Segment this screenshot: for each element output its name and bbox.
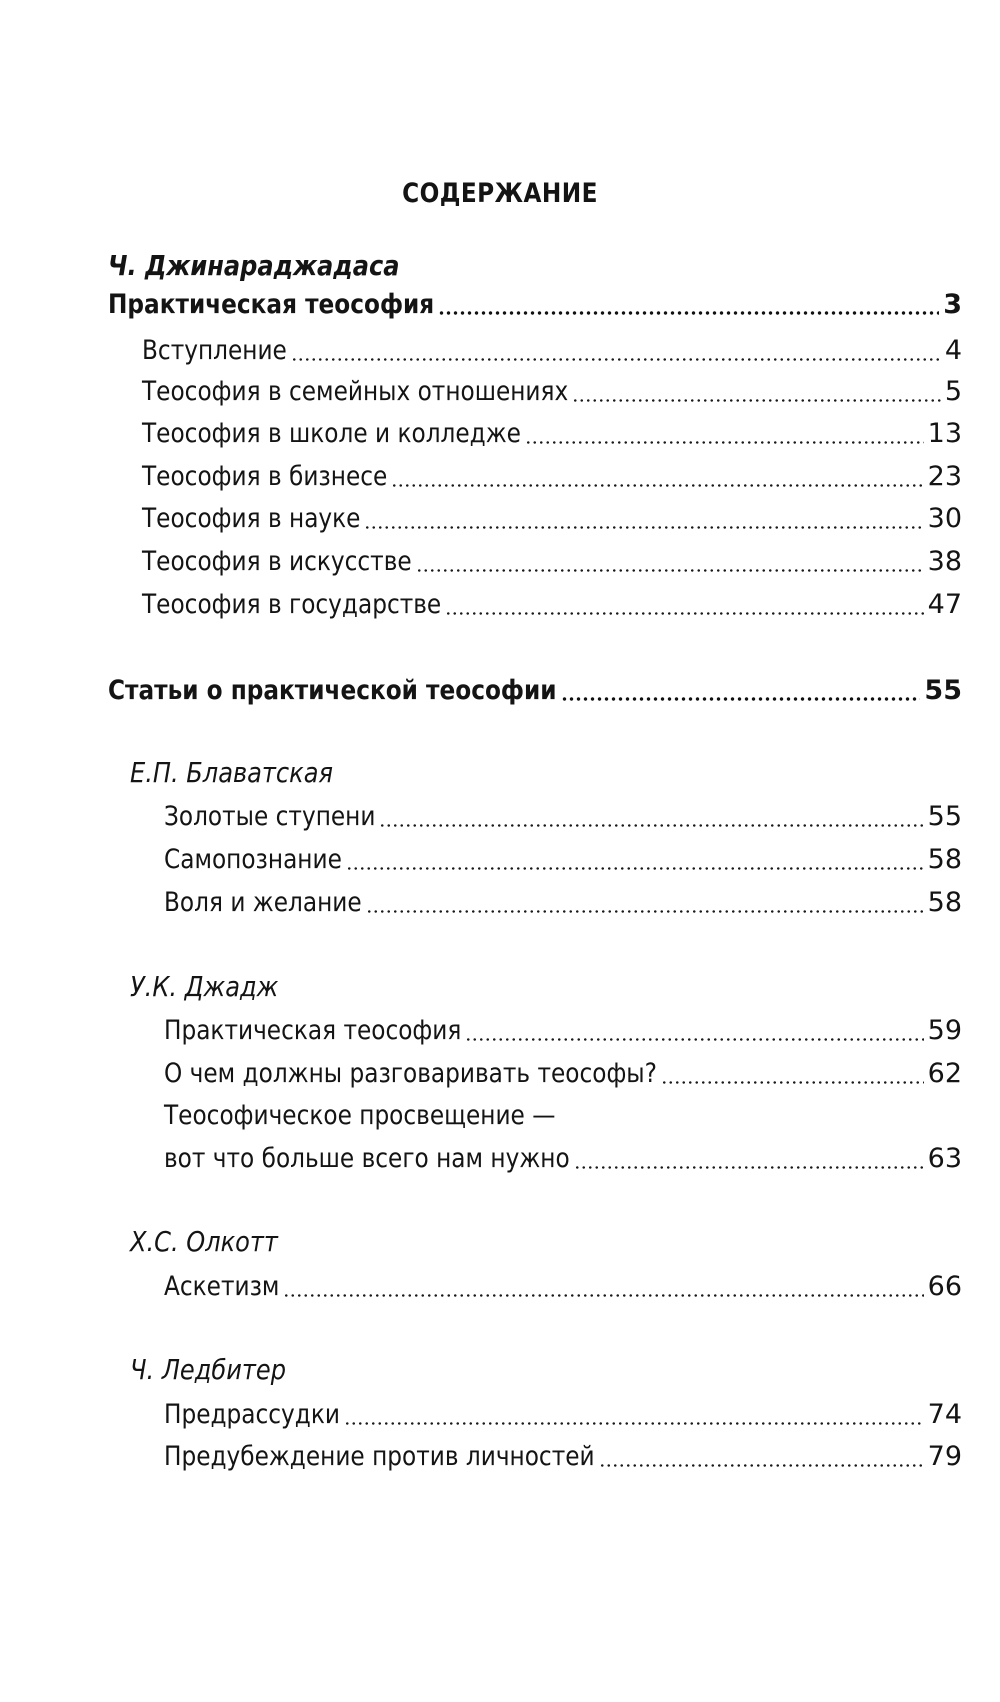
- author-blavatsky: Е.П. Блаватская: [130, 756, 333, 789]
- author-olcott: Х.С. Олкотт: [130, 1225, 278, 1258]
- toc-item: [142, 373, 962, 411]
- toc-item: [164, 1438, 962, 1476]
- dot-leader: [525, 441, 924, 444]
- toc-heading-articles: [108, 672, 962, 710]
- toc-item-label: Теософия в науке: [142, 503, 361, 534]
- dot-leader: [346, 867, 924, 870]
- dot-leader: [416, 569, 924, 572]
- author-leadbeater: Ч. Ледбитер: [130, 1353, 287, 1386]
- toc-item-page: 47: [927, 589, 962, 620]
- toc-item-page: 5: [944, 376, 962, 407]
- toc-item-page: 38: [927, 546, 962, 577]
- toc-item: [142, 332, 962, 370]
- dot-leader: [438, 311, 939, 315]
- author-judge: У.К. Джадж: [130, 970, 279, 1003]
- dot-leader: [561, 697, 921, 701]
- toc-item-label: Предубеждение против личностей: [164, 1441, 595, 1472]
- toc-item-page: 4: [944, 335, 962, 366]
- toc-item-page: 23: [927, 461, 962, 492]
- toc-item: [142, 415, 962, 453]
- toc-item-page: 66: [927, 1271, 962, 1302]
- toc-item: [164, 1012, 962, 1050]
- toc-item: [164, 798, 962, 836]
- toc-item-label: Воля и желание: [164, 887, 362, 918]
- toc-item-page: 30: [927, 503, 962, 534]
- dot-leader: [661, 1081, 924, 1084]
- toc-item-label: Аскетизм: [164, 1271, 280, 1302]
- toc-item: [164, 1268, 962, 1306]
- toc-item-label: Теософия в семейных отношениях: [142, 376, 569, 407]
- toc-item-label: Теософия в государстве: [142, 589, 442, 620]
- toc-item-label: Практическая теософия: [164, 1015, 462, 1046]
- dot-leader: [445, 612, 923, 615]
- dot-leader: [379, 824, 923, 827]
- toc-item-label-line1: Теософическое просвещение —: [164, 1100, 556, 1131]
- toc-item: [164, 841, 962, 879]
- toc-item-page: 55: [927, 801, 962, 832]
- toc-item-page: 79: [927, 1441, 962, 1472]
- toc-heading-label: Статьи о практической теософии: [108, 675, 557, 706]
- toc-heading-practical-theosophy: [108, 286, 962, 324]
- toc-item: [164, 1055, 962, 1093]
- toc-item-page: 58: [927, 844, 962, 875]
- toc-item-page: 62: [927, 1058, 962, 1089]
- toc-item-page: 63: [927, 1143, 962, 1174]
- toc-item-label: Самопознание: [164, 844, 342, 875]
- dot-leader: [366, 910, 924, 913]
- dot-leader: [599, 1464, 924, 1467]
- toc-item-page: 58: [927, 887, 962, 918]
- toc-heading-label: Практическая теософия: [108, 289, 435, 320]
- toc-item-label: Вступление: [142, 335, 287, 366]
- dot-leader: [465, 1038, 923, 1041]
- page-title: СОДЕРЖАНИЕ: [402, 178, 598, 209]
- toc-item-label-line2: вот что больше всего нам нужно: [164, 1143, 570, 1174]
- toc-heading-page: 3: [943, 289, 962, 320]
- author-jinarajadasa: Ч. Джинараджадаса: [108, 249, 400, 282]
- toc-item-page: 13: [927, 418, 962, 449]
- toc-item-label: Теософия в бизнесе: [142, 461, 388, 492]
- toc-item-page: 74: [927, 1399, 962, 1430]
- toc-item-page: 59: [927, 1015, 962, 1046]
- toc-item: [142, 458, 962, 496]
- toc-item: [142, 586, 962, 624]
- toc-item: [142, 543, 962, 581]
- dot-leader: [391, 484, 923, 487]
- toc-item: [164, 1396, 962, 1434]
- toc-item-label: Золотые ступени: [164, 801, 376, 832]
- toc-item-label: О чем должны разговаривать теософы?: [164, 1058, 657, 1089]
- toc-item: [164, 884, 962, 922]
- dot-leader: [364, 526, 923, 529]
- dot-leader: [574, 1166, 924, 1169]
- dot-leader: [572, 399, 941, 402]
- toc-item: [164, 1140, 962, 1178]
- toc-heading-page: 55: [924, 675, 962, 706]
- dot-leader: [344, 1422, 924, 1425]
- dot-leader: [283, 1294, 923, 1297]
- toc-item-label: Предрассудки: [164, 1399, 340, 1430]
- toc-item: [142, 500, 962, 538]
- toc-item-label: Теософия в искусстве: [142, 546, 412, 577]
- toc-item-label: Теософия в школе и колледже: [142, 418, 521, 449]
- dot-leader: [291, 358, 941, 361]
